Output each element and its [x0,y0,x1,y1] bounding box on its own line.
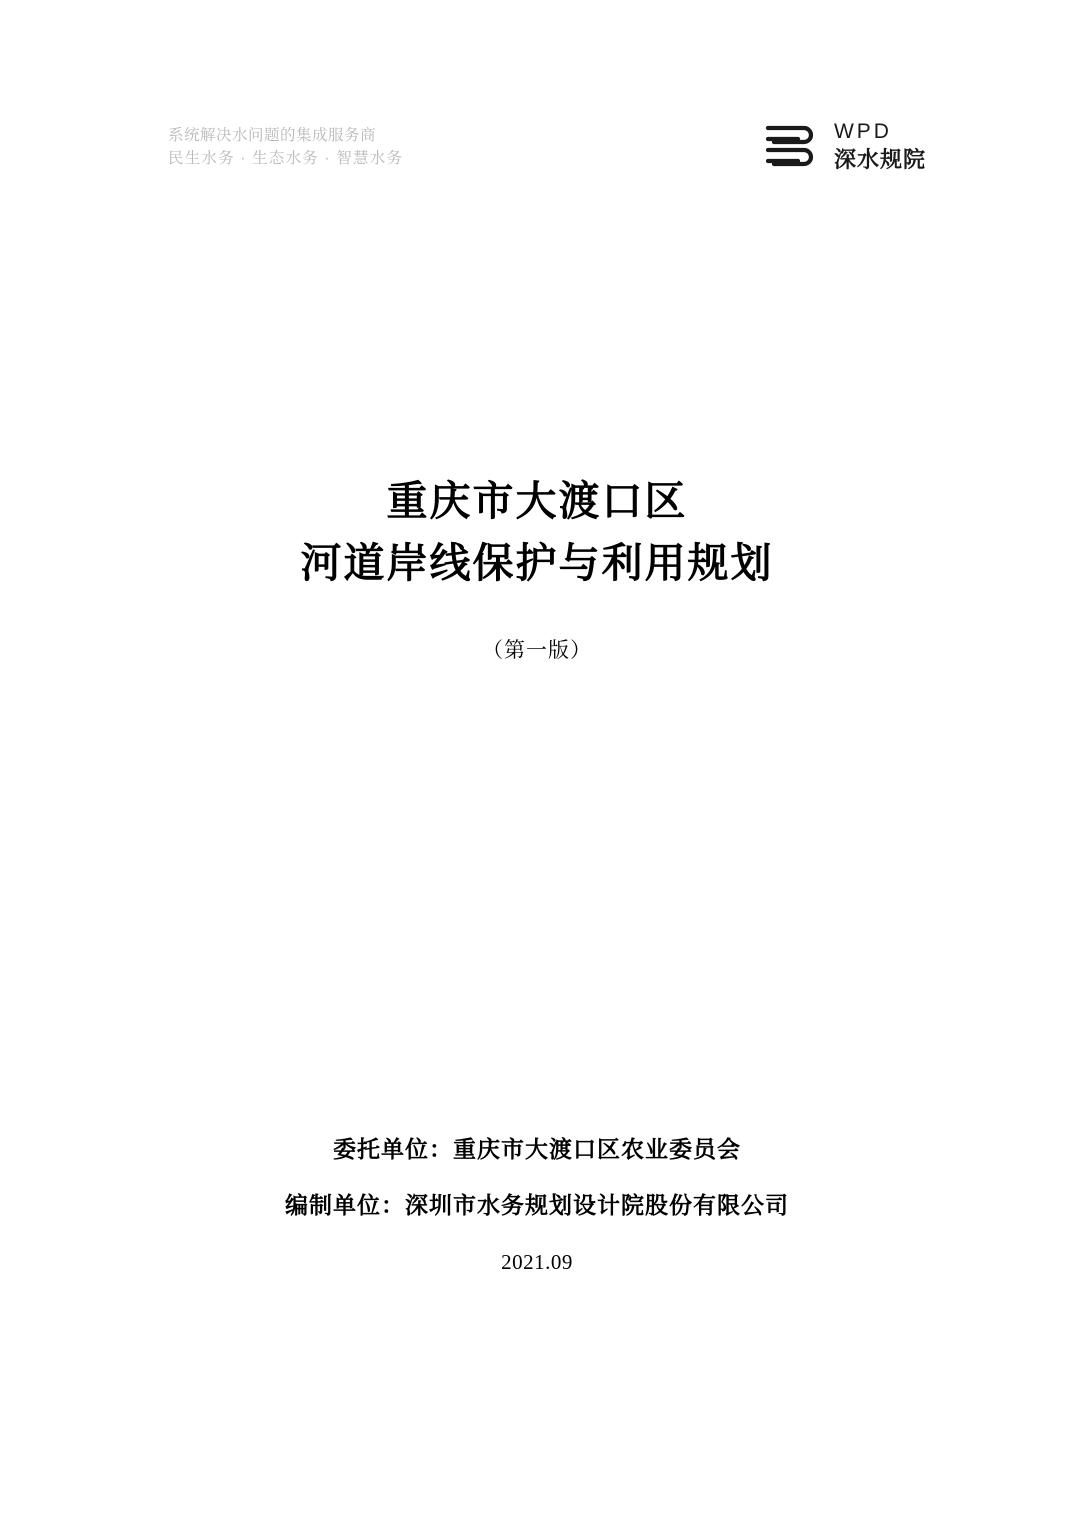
brand-name-en: WPD [833,120,892,143]
title-edition: （第一版） [482,638,592,662]
title-line-2: 河道岸线保护与利用规划 [300,539,774,587]
company-slogan [168,124,403,170]
client-organization: 委托单位：重庆市大渡口区农业委员会 [333,1137,741,1163]
wave-lines-logo-icon [758,118,820,174]
preparer-organization: 编制单位：深圳市水务规划设计院股份有限公司 [285,1193,789,1219]
slogan-line-1: 系统解决水问题的集成服务商 [168,127,377,144]
page-title [0,470,1074,664]
cover-header [0,118,1074,198]
brand-name-cn: 深水规院 [833,147,926,172]
title-line-1: 重庆市大渡口区 [386,477,688,525]
company-logo [758,118,926,174]
brand-text [834,121,926,171]
publication-date: 2021.09 [501,1250,573,1274]
cover-footer [0,1122,1074,1275]
slogan-line-2: 民生水务 · 生态水务 · 智慧水务 [168,150,404,167]
